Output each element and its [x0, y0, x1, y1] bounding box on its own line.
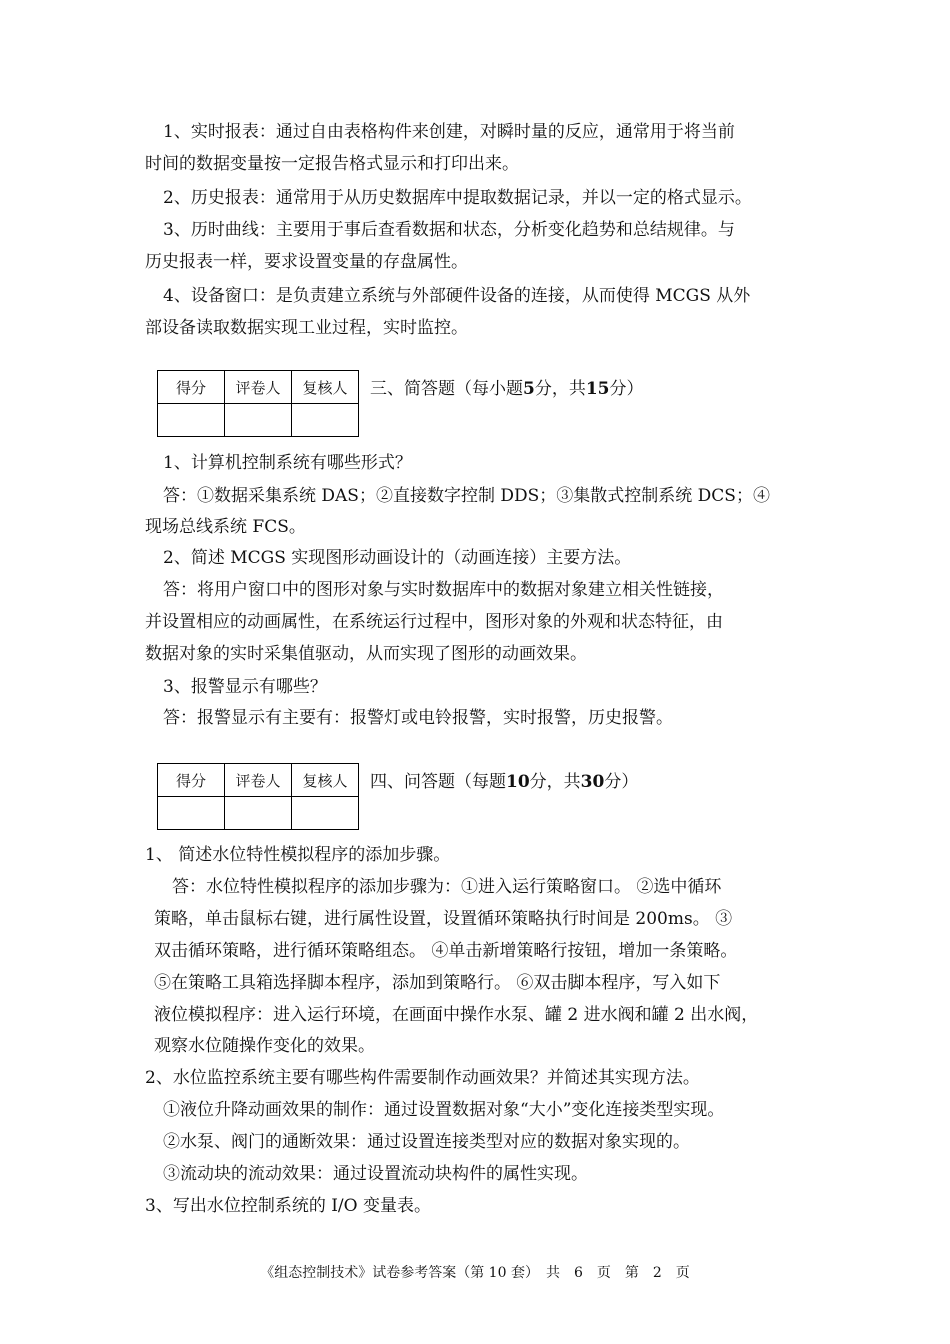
answer-line: ③流动块的流动效果：通过设置流动块构件的属性实现。 [163, 1164, 588, 1184]
score-cell [158, 797, 225, 830]
score-cell [158, 404, 225, 437]
answer-line: ⑤在策略工具箱选择脚本程序，添加到策略行。 ⑥双击脚本程序，写入如下 [154, 973, 721, 993]
paragraph-line: 历史报表一样，要求设置变量的存盘属性。 [145, 252, 468, 272]
paragraph-line: 部设备读取数据实现工业过程，实时监控。 [145, 318, 468, 338]
answer-line: ①液位升降动画效果的制作：通过设置数据对象“大小”变化连接类型实现。 [163, 1100, 725, 1120]
section-title: 四、问答题（每题10分，共30分） [370, 772, 639, 792]
answer-line: ②水泵、阀门的通断效果：通过设置连接类型对应的数据对象实现的。 [163, 1132, 690, 1152]
question-line: 1、 简述水位特性模拟程序的添加步骤。 [145, 845, 451, 865]
answer-line: 双击循环策略，进行循环策略组态。 ④单击新增策略行按钮，增加一条策略。 [154, 941, 738, 961]
paragraph-line: 4、设备窗口：是负责建立系统与外部硬件设备的连接，从而使得 MCGS 从外 [163, 286, 751, 306]
question-line: 3、写出水位控制系统的 I/O 变量表。 [145, 1196, 432, 1216]
answer-line: 数据对象的实时采集值驱动，从而实现了图形的动画效果。 [145, 644, 587, 664]
answer-line: 答：水位特性模拟程序的添加步骤为：①进入运行策略窗口。 ②选中循环 [172, 877, 722, 897]
paragraph-line: 时间的数据变量按一定报告格式显示和打印出来。 [145, 154, 519, 174]
paragraph-line: 1、实时报表：通过自由表格构件来创建，对瞬时量的反应，通常用于将当前 [163, 122, 735, 142]
score-header-fuheren: 复核人 [292, 764, 359, 797]
answer-line: 现场总线系统 FCS。 [145, 517, 306, 537]
question-line: 3、报警显示有哪些？ [163, 677, 327, 697]
score-table [157, 763, 359, 830]
paragraph-line: 2、历史报表：通常用于从历史数据库中提取数据记录，并以一定的格式显示。 [163, 188, 752, 208]
answer-line: 并设置相应的动画属性，在系统运行过程中，图形对象的外观和状态特征，由 [145, 612, 723, 632]
score-header-defen: 得分 [158, 371, 225, 404]
page-footer: 《组态控制技术》试卷参考答案（第 10 套） 共 6 页 第 2 页 [260, 1265, 690, 1281]
paragraph-line: 3、历时曲线：主要用于事后查看数据和状态，分析变化趋势和总结规律。与 [163, 220, 735, 240]
question-line: 2、水位监控系统主要有哪些构件需要制作动画效果？并简述其实现方法。 [145, 1068, 700, 1088]
score-header-fuheren: 复核人 [292, 371, 359, 404]
answer-line: 策略，单击鼠标右键，进行属性设置，设置循环策略执行时间是 200ms。 ③ [154, 909, 733, 929]
section-title: 三、简答题（每小题5分，共15分） [370, 379, 644, 399]
score-cell [292, 797, 359, 830]
score-cell [292, 404, 359, 437]
score-cell [225, 404, 292, 437]
score-header-pingjuanren: 评卷人 [225, 764, 292, 797]
question-line: 2、简述 MCGS 实现图形动画设计的（动画连接）主要方法。 [163, 548, 632, 568]
answer-line: 答：报警显示有主要有：报警灯或电铃报警，实时报警，历史报警。 [163, 708, 673, 728]
score-table [157, 370, 359, 437]
score-cell [225, 797, 292, 830]
answer-line: 答：将用户窗口中的图形对象与实时数据库中的数据对象建立相关性链接， [163, 580, 724, 600]
answer-line: 液位模拟程序：进入运行环境，在画面中操作水泵、罐 2 进水阀和罐 2 出水阀， [154, 1005, 759, 1025]
score-header-pingjuanren: 评卷人 [225, 371, 292, 404]
question-line: 1、计算机控制系统有哪些形式？ [163, 453, 412, 473]
answer-line: 观察水位随操作变化的效果。 [154, 1036, 375, 1056]
answer-line: 答：①数据采集系统 DAS；②直接数字控制 DDS；③集散式控制系统 DCS；④ [163, 486, 770, 506]
score-header-defen: 得分 [158, 764, 225, 797]
